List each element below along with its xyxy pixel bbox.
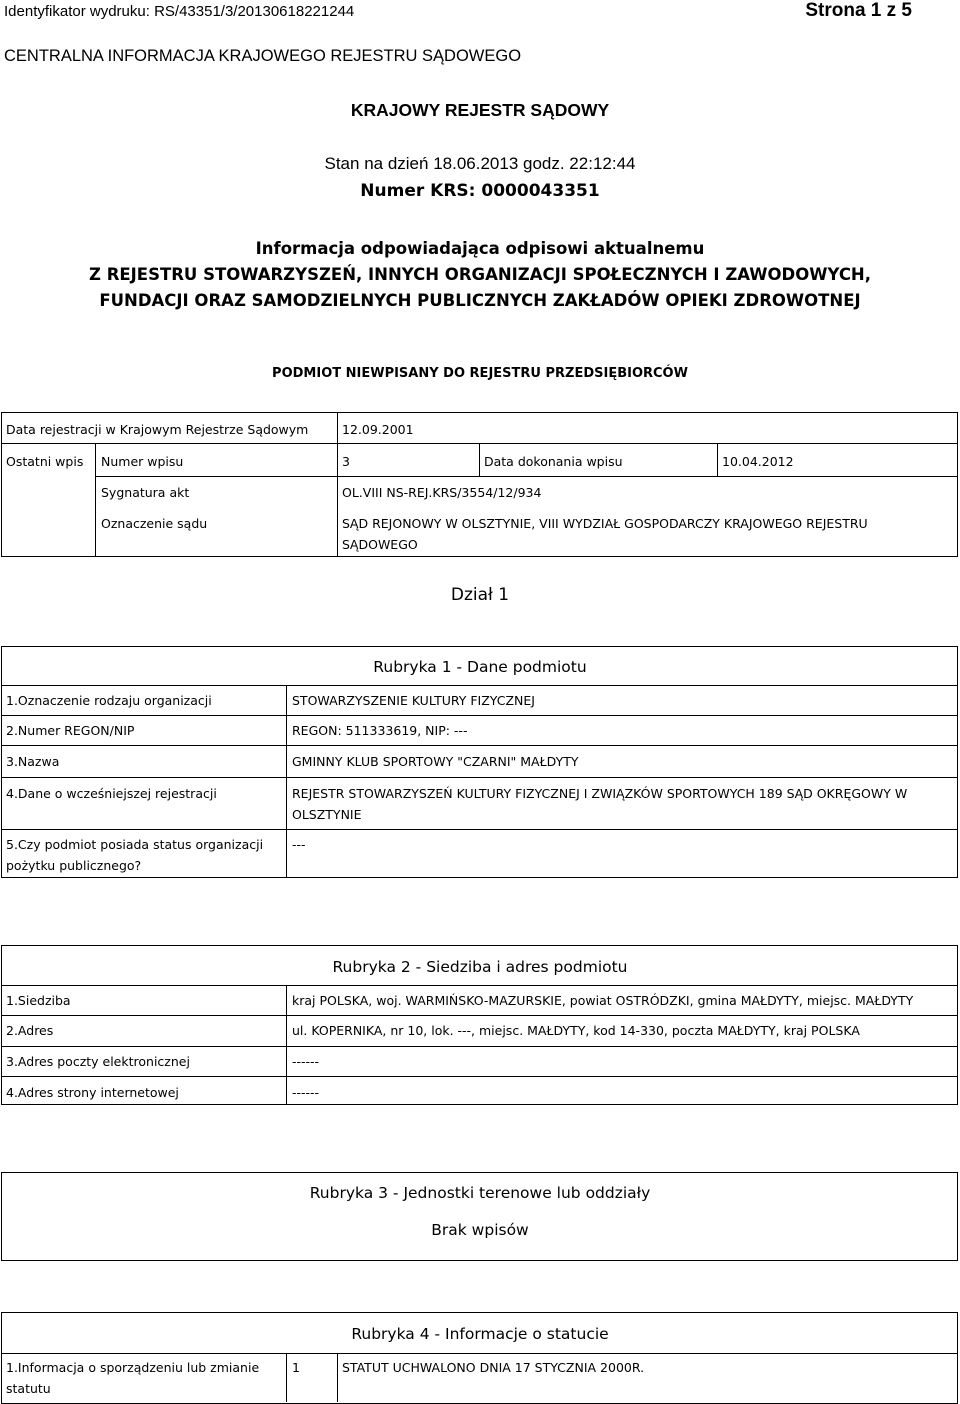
krs-number: Numer KRS: 0000043351 (360, 181, 600, 201)
entry-date-label: Data dokonania wpisu (484, 454, 623, 469)
row-label: 2.Numer REGON/NIP (6, 723, 135, 738)
section-heading: Dział 1 (450, 585, 510, 605)
divider (479, 443, 480, 476)
divider (717, 443, 718, 476)
divider (286, 1353, 287, 1402)
divider (1, 685, 958, 686)
row-label: 1.Siedziba (6, 993, 71, 1008)
row-label: 5.Czy podmiot posiada status organizacji pożytku publicznego? (6, 837, 264, 873)
divider (1, 1076, 958, 1077)
status-date: Stan na dzień 18.06.2013 godz. 22:12:44 (324, 154, 636, 173)
row-value: ul. KOPERNIKA, nr 10, lok. ---, miejsc. MAŁDYTY, kod 14-330, poczta MAŁDYTY, kraj POLSKA (292, 1023, 860, 1038)
print-identifier: Identyfikator wydruku: RS/43351/3/20130618221244 (4, 3, 355, 20)
info-line: Informacja odpowiadająca odpisowi aktualnemu (255, 239, 705, 258)
row-value: REJESTR STOWARZYSZEŃ KULTURY FIZYCZNEJ I ZWIĄZKÓW SPORTOWYCH 189 SĄD OKRĘGOWY W OLSZTYNIE (292, 786, 908, 822)
divider (337, 443, 338, 557)
info-line: FUNDACJI ORAZ SAMODZIELNYCH PUBLICZNYCH ZAKŁADÓW OPIEKI ZDROWOTNEJ (99, 291, 861, 310)
divider (286, 985, 287, 1105)
divider (1, 985, 958, 986)
row-label: 3.Nazwa (6, 754, 60, 769)
divider (1, 745, 958, 746)
rubryka-1-title: Rubryka 1 - Dane podmiotu (373, 658, 587, 676)
registration-date-label: Data rejestracji w Krajowym Rejestrze Sądowym (6, 422, 309, 437)
court-value: SĄD REJONOWY W OLSZTYNIE, VIII WYDZIAŁ GOSPODARCZY KRAJOWEGO REJESTRU SĄDOWEGO (342, 516, 868, 552)
row-label: 1.Oznaczenie rodzaju organizacji (6, 693, 212, 708)
last-entry-label: Ostatni wpis (6, 454, 84, 469)
entry-date-value: 10.04.2012 (722, 454, 794, 469)
row-label: 1.Informacja o sporządzeniu lub zmianie statutu (6, 1360, 260, 1396)
page-number: Strona 1 z 5 (805, 0, 912, 21)
row-label: 4.Dane o wcześniejszej rejestracji (6, 786, 217, 801)
rubryka-4-title: Rubryka 4 - Informacje o statucie (351, 1325, 609, 1343)
info-line: Z REJESTRU STOWARZYSZEŃ, INNYCH ORGANIZACJI SPOŁECZNYCH I ZAWODOWYCH, (88, 265, 872, 284)
central-information-heading: CENTRALNA INFORMACJA KRAJOWEGO REJESTRU SĄDOWEGO (4, 47, 522, 65)
court-label: Oznaczenie sądu (101, 516, 208, 531)
row-value: --- (292, 837, 306, 852)
row-value: STATUT UCHWALONO DNIA 17 STYCZNIA 2000R. (342, 1360, 645, 1375)
entity-type-note: PODMIOT NIEWPISANY DO REJESTRU PRZEDSIĘBIORCÓW (272, 366, 688, 381)
row-label: 3.Adres poczty elektronicznej (6, 1054, 190, 1069)
no-entries-text: Brak wpisów (431, 1221, 529, 1239)
row-value: ------ (292, 1085, 320, 1100)
divider (1, 1046, 958, 1047)
row-number: 1 (292, 1360, 300, 1375)
row-value: kraj POLSKA, woj. WARMIŃSKO-MAZURSKIE, powiat OSTRÓDZKI, gmina MAŁDYTY, miejsc. MAŁDYTY (292, 993, 914, 1008)
divider (286, 685, 287, 878)
row-value: GMINNY KLUB SPORTOWY "CZARNI" MAŁDYTY (292, 754, 579, 769)
case-signature-label: Sygnatura akt (101, 485, 190, 500)
divider (1, 1015, 958, 1016)
registration-date-value: 12.09.2001 (342, 422, 414, 437)
row-value: STOWARZYSZENIE KULTURY FIZYCZNEJ (292, 693, 535, 708)
info-heading (0, 236, 960, 314)
row-value: ------ (292, 1054, 320, 1069)
entry-number-value: 3 (342, 454, 350, 469)
divider (337, 412, 338, 443)
divider (1, 1353, 958, 1354)
case-signature-value: OL.VIII NS-REJ.KRS/3554/12/934 (342, 485, 542, 500)
divider (1, 715, 958, 716)
divider (95, 443, 96, 557)
divider (337, 1353, 338, 1402)
row-value: REGON: 511333619, NIP: --- (292, 723, 468, 738)
row-label: 2.Adres (6, 1023, 54, 1038)
divider (1, 829, 958, 830)
rubryka-2-title: Rubryka 2 - Siedziba i adres podmiotu (332, 958, 628, 976)
divider (1, 777, 958, 778)
entry-number-label: Numer wpisu (101, 454, 184, 469)
divider (95, 476, 958, 477)
rubryka-3-title: Rubryka 3 - Jednostki terenowe lub oddziały (309, 1184, 651, 1202)
row-label: 4.Adres strony internetowej (6, 1085, 179, 1100)
document-title: KRAJOWY REJESTR SĄDOWY (350, 100, 610, 120)
